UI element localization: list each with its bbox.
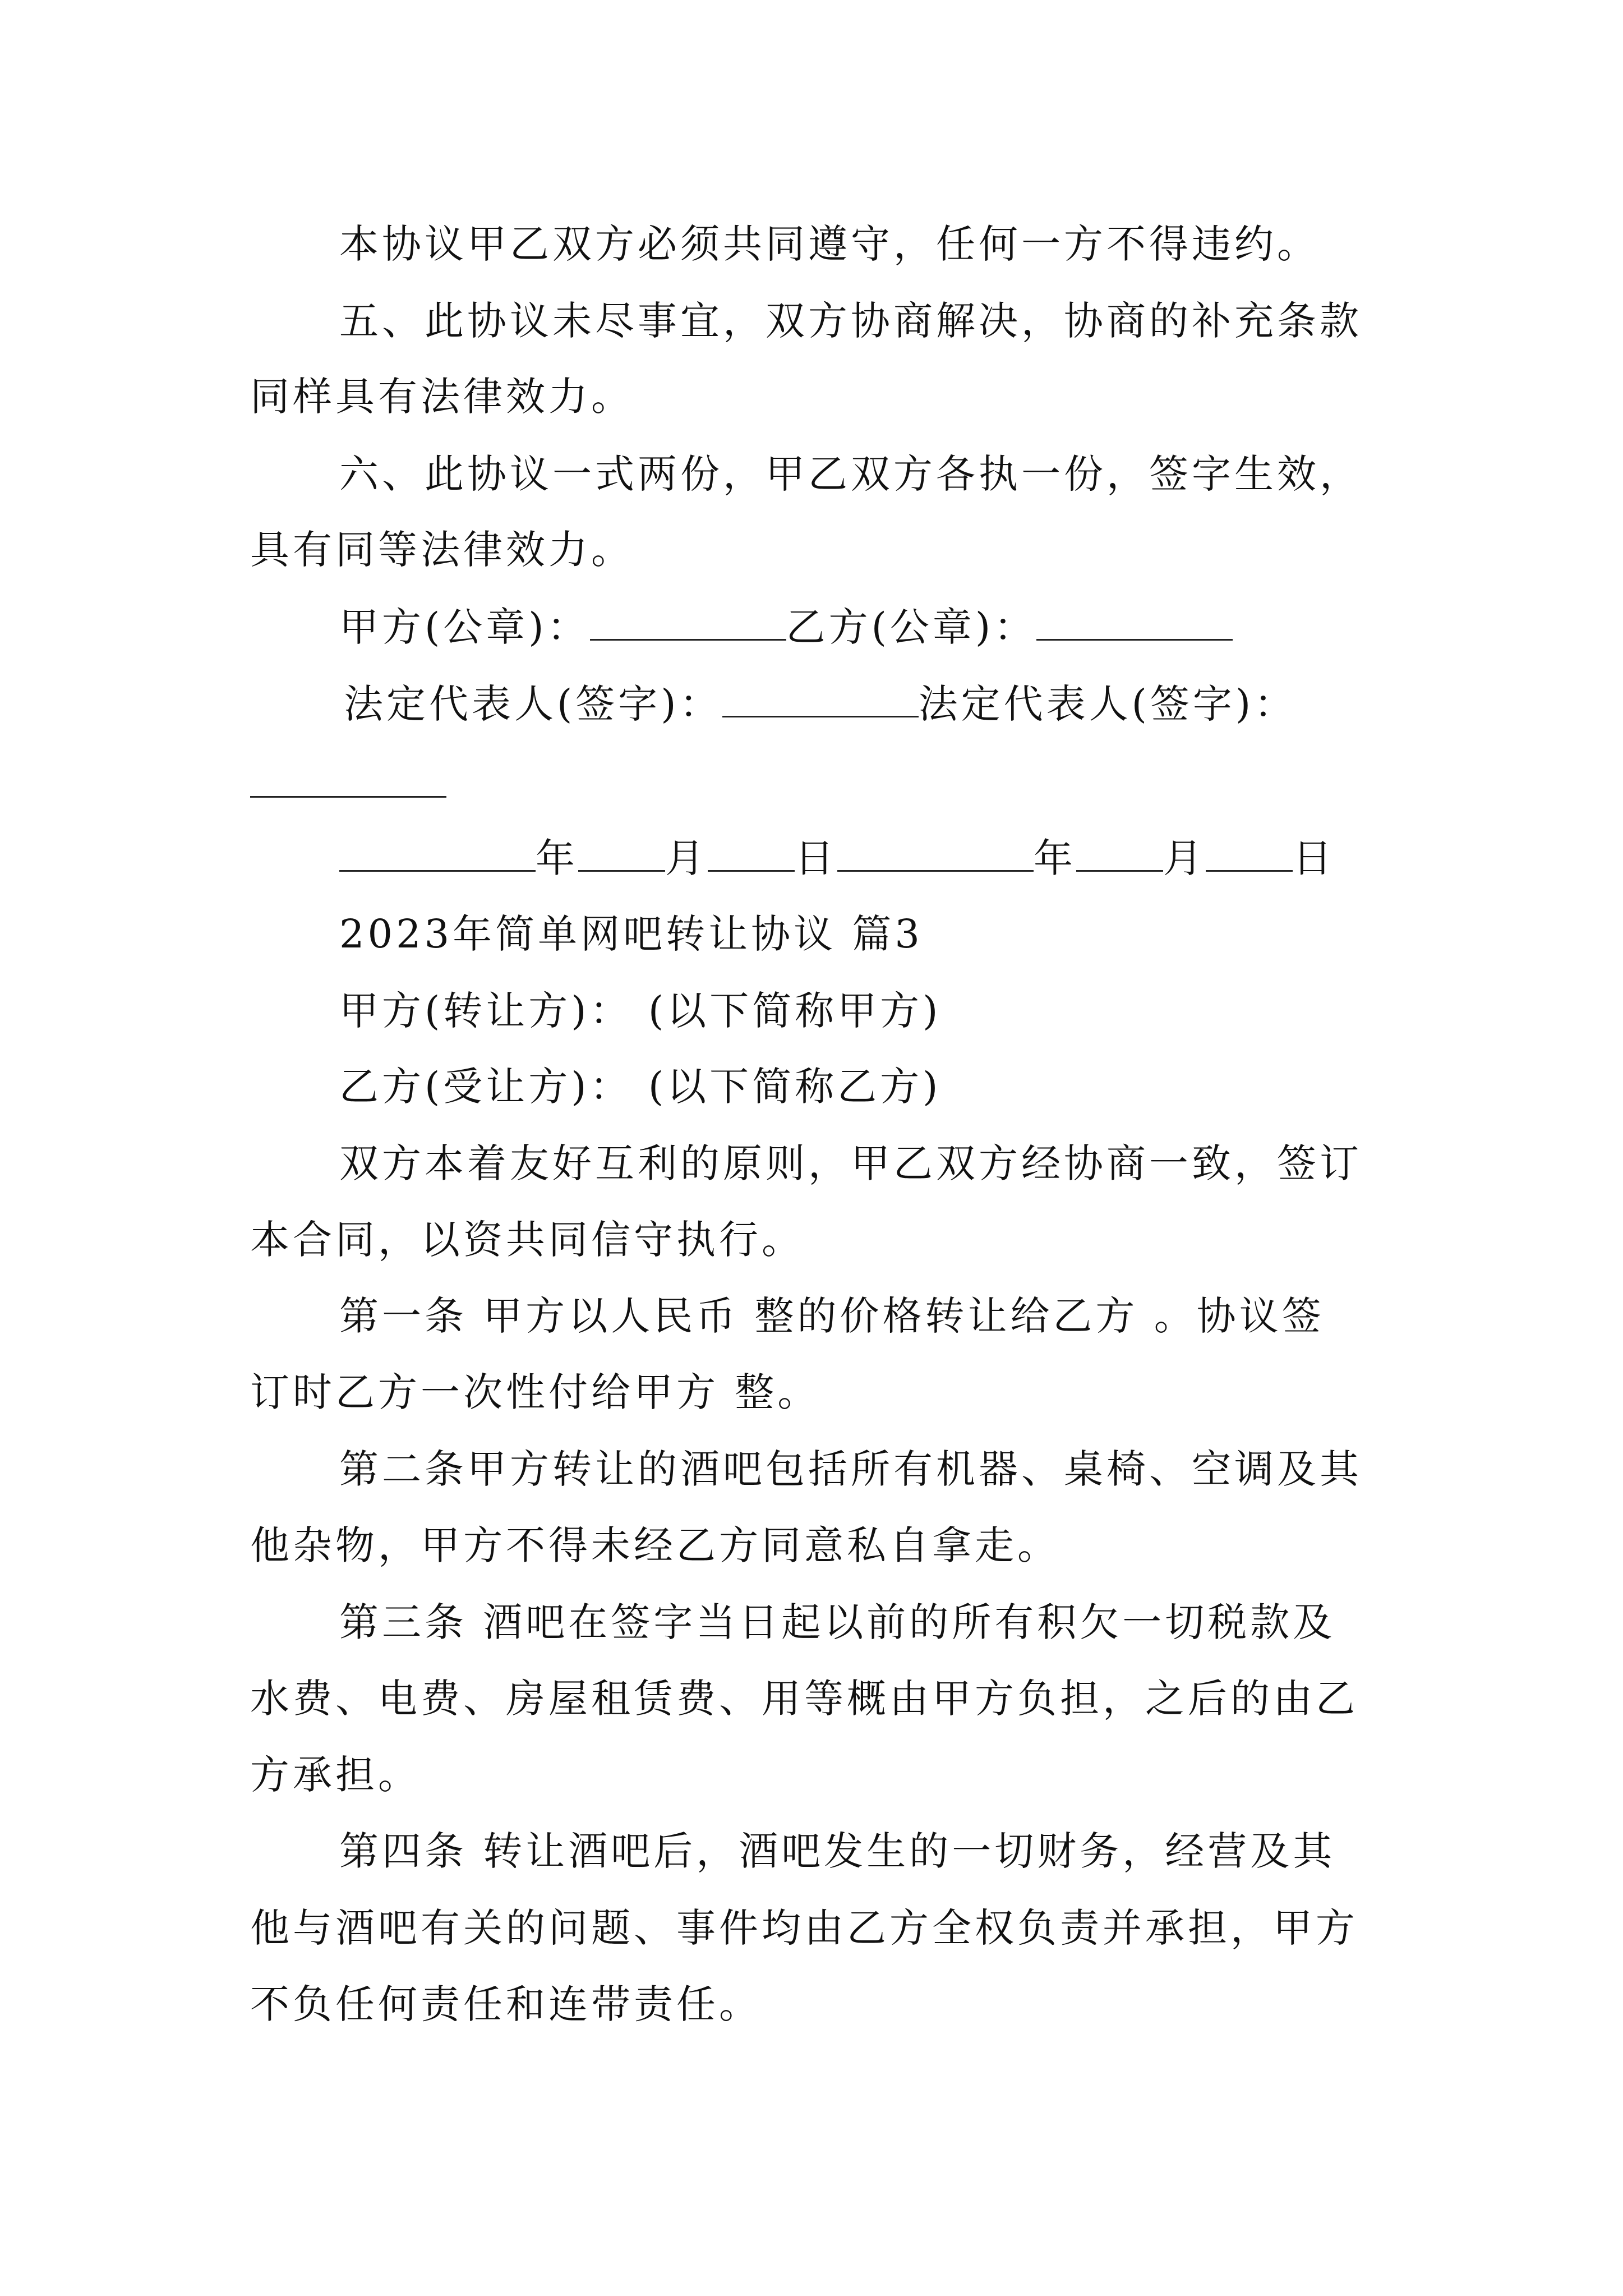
legal-rep-b-blank[interactable] bbox=[250, 796, 446, 798]
legal-rep-b-label: 法定代表人(签字)： bbox=[918, 681, 1297, 727]
article-3-line-3: 方承担。 bbox=[250, 1752, 421, 1798]
party-b-seal-blank[interactable] bbox=[1036, 608, 1233, 641]
seal-line bbox=[339, 604, 1233, 650]
article-4-line-3: 不负任何责任和连带责任。 bbox=[250, 1981, 762, 2027]
party-b-seal-label: 乙方(公章)： bbox=[786, 604, 1037, 650]
preamble-line-2: 本合同，以资共同信守执行。 bbox=[250, 1217, 804, 1263]
year-blank-b[interactable] bbox=[837, 839, 1034, 872]
clause-6-line-2: 具有同等法律效力。 bbox=[250, 527, 634, 573]
party-a-seal-blank[interactable] bbox=[590, 608, 786, 641]
article-4-line-2: 他与酒吧有关的问题、事件均由乙方全权负责并承担，甲方 bbox=[250, 1905, 1358, 1951]
month-blank-a[interactable] bbox=[578, 839, 665, 872]
article-2-line-2: 他杂物，甲方不得未经乙方同意私自拿走。 bbox=[250, 1522, 1060, 1568]
date-line bbox=[339, 835, 1335, 881]
preamble-line-1: 双方本着友好互利的原则，甲乙双方经协商一致，签订 bbox=[339, 1140, 1362, 1186]
legal-rep-line bbox=[344, 681, 1297, 727]
party-b-line: 乙方(受让方)： (以下简称乙方) bbox=[339, 1064, 942, 1110]
day-blank-a[interactable] bbox=[708, 839, 795, 872]
year-label-a: 年 bbox=[536, 835, 578, 881]
clause-5-line-1: 五、此协议未尽事宜，双方协商解决，协商的补充条款 bbox=[339, 298, 1362, 344]
article-3-line-2: 水费、电费、房屋租赁费、用等概由甲方负担，之后的由乙 bbox=[250, 1676, 1358, 1722]
month-label-a: 月 bbox=[665, 835, 708, 881]
article-4-line-1: 第四条 转让酒吧后，酒吧发生的一切财务，经营及其 bbox=[339, 1828, 1336, 1874]
day-blank-b[interactable] bbox=[1206, 839, 1293, 872]
clause-5-line-2: 同样具有法律效力。 bbox=[250, 374, 634, 420]
section-title: 2023年简单网吧转让协议 篇3 bbox=[339, 911, 923, 957]
article-2-line-1: 第二条甲方转让的酒吧包括所有机器、桌椅、空调及其 bbox=[339, 1446, 1362, 1492]
legal-rep-a-label: 法定代表人(签字)： bbox=[344, 681, 722, 727]
party-a-seal-label: 甲方(公章)： bbox=[339, 604, 590, 650]
clause-6-line-1: 六、此协议一式两份，甲乙双方各执一份，签字生效， bbox=[339, 451, 1362, 497]
year-label-b: 年 bbox=[1034, 835, 1076, 881]
article-3-line-1: 第三条 酒吧在签字当日起以前的所有积欠一切税款及 bbox=[339, 1599, 1336, 1645]
year-blank-a[interactable] bbox=[339, 839, 536, 872]
legal-rep-a-blank[interactable] bbox=[722, 684, 919, 717]
day-label-a: 日 bbox=[795, 835, 837, 881]
article-1-line-2: 订时乙方一次性付给甲方 整。 bbox=[250, 1369, 820, 1415]
party-a-line: 甲方(转让方)： (以下简称甲方) bbox=[339, 988, 942, 1034]
month-blank-b[interactable] bbox=[1076, 839, 1163, 872]
month-label-b: 月 bbox=[1163, 835, 1206, 881]
text-line: 本协议甲乙双方必须共同遵守，任何一方不得违约。 bbox=[339, 221, 1320, 267]
day-label-b: 日 bbox=[1293, 835, 1335, 881]
article-1-line-1: 第一条 甲方以人民币 整的价格转让给乙方 。协议签 bbox=[339, 1293, 1325, 1339]
